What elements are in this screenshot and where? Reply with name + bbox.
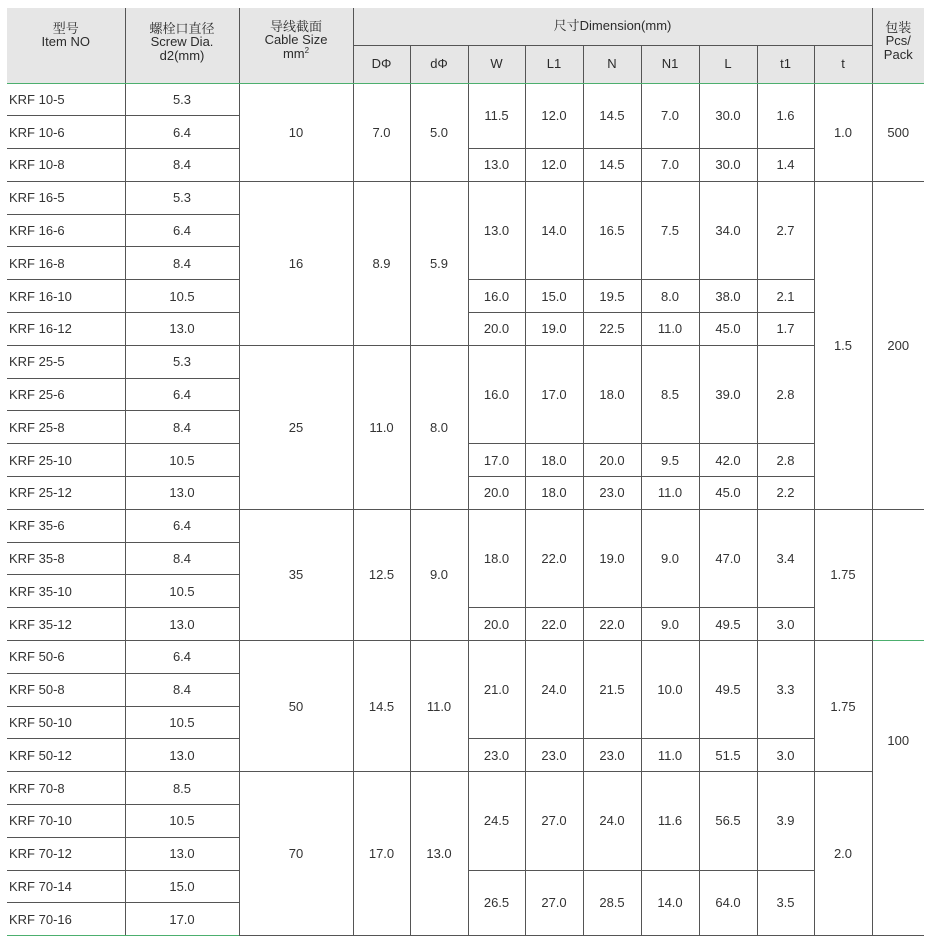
t1-cell: 2.8: [757, 345, 814, 443]
n1-cell: 11.0: [641, 313, 699, 346]
model-cell: KRF 70-8: [7, 772, 125, 805]
model-cell: KRF 25-12: [7, 477, 125, 510]
model-cell: KRF 50-10: [7, 706, 125, 739]
n-cell: 19.0: [583, 509, 641, 607]
n1-cell: 14.0: [641, 870, 699, 936]
model-cell: KRF 25-10: [7, 444, 125, 477]
d2-cell: 6.4: [125, 378, 239, 411]
model-cell: KRF 70-10: [7, 805, 125, 838]
header-cable-size: [239, 8, 353, 83]
cable-size-cell: 10: [239, 83, 353, 181]
l-cell: 49.5: [699, 608, 757, 641]
l1-cell: 24.0: [525, 641, 583, 739]
n-cell: 14.5: [583, 149, 641, 182]
model-cell: KRF 16-5: [7, 181, 125, 214]
l1-cell: 14.0: [525, 181, 583, 279]
d2-cell: 15.0: [125, 870, 239, 903]
inner-diameter-cell: 5.9: [410, 181, 468, 345]
header-item-no-zh: 型号: [52, 20, 79, 36]
w-cell: 20.0: [468, 608, 525, 641]
header-item-no-en: Item NO: [41, 34, 90, 50]
w-cell: 16.0: [468, 345, 525, 443]
l1-cell: 12.0: [525, 83, 583, 149]
header-pack-en-1: Pcs/: [885, 33, 911, 49]
d2-cell: 5.3: [125, 83, 239, 116]
d2-cell: 13.0: [125, 477, 239, 510]
inner-diameter-cell: 5.0: [410, 83, 468, 181]
header-n: N: [583, 45, 641, 83]
cable-size-cell: 35: [239, 509, 353, 640]
w-cell: 23.0: [468, 739, 525, 772]
n-cell: 28.5: [583, 870, 641, 936]
t-cell: 2.0: [814, 772, 872, 936]
model-cell: KRF 70-16: [7, 903, 125, 936]
model-cell: KRF 25-5: [7, 345, 125, 378]
l-cell: 45.0: [699, 477, 757, 510]
l-cell: 51.5: [699, 739, 757, 772]
l1-cell: 18.0: [525, 444, 583, 477]
header-cable-size-zh: 导线截面: [269, 18, 322, 34]
l-cell: 45.0: [699, 313, 757, 346]
table-row: [7, 641, 924, 674]
header-w: W: [468, 45, 525, 83]
t1-cell: 2.1: [757, 280, 814, 313]
header-pack-zh: 包装: [885, 19, 912, 35]
n1-cell: 9.0: [641, 608, 699, 641]
header-cable-size-exponent: 2: [304, 46, 310, 56]
d2-cell: 10.5: [125, 805, 239, 838]
l1-cell: 27.0: [525, 870, 583, 936]
n-cell: 18.0: [583, 345, 641, 443]
n-cell: 23.0: [583, 477, 641, 510]
cable-size-cell: 16: [239, 181, 353, 345]
model-cell: KRF 50-12: [7, 739, 125, 772]
n1-cell: 11.6: [641, 772, 699, 870]
model-cell: KRF 35-8: [7, 542, 125, 575]
header-inner-diameter: dΦ: [410, 45, 468, 83]
n-cell: 23.0: [583, 739, 641, 772]
outer-diameter-cell: 11.0: [353, 345, 410, 509]
t-cell: 1.0: [814, 83, 872, 181]
pack-value: 100: [887, 733, 910, 749]
d2-cell: 8.5: [125, 772, 239, 805]
l-cell: 42.0: [699, 444, 757, 477]
d2-cell: 6.4: [125, 509, 239, 542]
t1-cell: 2.8: [757, 444, 814, 477]
table-row: [7, 772, 924, 805]
l1-cell: 22.0: [525, 509, 583, 607]
l1-cell: 23.0: [525, 739, 583, 772]
w-cell: 21.0: [468, 641, 525, 739]
table-row: [7, 509, 924, 542]
model-cell: KRF 16-10: [7, 280, 125, 313]
d2-cell: 13.0: [125, 608, 239, 641]
w-cell: 13.0: [468, 181, 525, 279]
d2-cell: 13.0: [125, 837, 239, 870]
outer-diameter-cell: 12.5: [353, 509, 410, 640]
t1-cell: 3.4: [757, 509, 814, 607]
specification-table: [7, 8, 924, 936]
d2-cell: 5.3: [125, 181, 239, 214]
w-cell: 18.0: [468, 509, 525, 607]
header-item-no: [7, 8, 125, 83]
t-cell: 1.5: [814, 181, 872, 509]
model-cell: KRF 35-10: [7, 575, 125, 608]
t1-cell: 2.2: [757, 477, 814, 510]
l-cell: 39.0: [699, 345, 757, 443]
cable-size-cell: 25: [239, 345, 353, 509]
n-cell: 22.5: [583, 313, 641, 346]
d2-cell: 8.4: [125, 542, 239, 575]
model-cell: KRF 25-6: [7, 378, 125, 411]
d2-cell: 10.5: [125, 280, 239, 313]
w-cell: 24.5: [468, 772, 525, 870]
n-cell: 14.5: [583, 83, 641, 149]
w-cell: 20.0: [468, 313, 525, 346]
d2-cell: 8.4: [125, 673, 239, 706]
t1-cell: 3.5: [757, 870, 814, 936]
cable-size-cell: 50: [239, 641, 353, 772]
l-cell: 30.0: [699, 83, 757, 149]
l-cell: 47.0: [699, 509, 757, 607]
n1-cell: 7.0: [641, 83, 699, 149]
l1-cell: 15.0: [525, 280, 583, 313]
t1-cell: 3.0: [757, 739, 814, 772]
t1-cell: 2.7: [757, 181, 814, 279]
n1-cell: 10.0: [641, 641, 699, 739]
outer-diameter-cell: 7.0: [353, 83, 410, 181]
d2-cell: 6.4: [125, 641, 239, 674]
model-cell: KRF 16-8: [7, 247, 125, 280]
model-cell: KRF 50-8: [7, 673, 125, 706]
d2-cell: 13.0: [125, 739, 239, 772]
t1-cell: 3.0: [757, 608, 814, 641]
outer-diameter-cell: 8.9: [353, 181, 410, 345]
header-t: t: [814, 45, 872, 83]
n-cell: 20.0: [583, 444, 641, 477]
d2-cell: 10.5: [125, 575, 239, 608]
header-l: L: [699, 45, 757, 83]
n1-cell: 11.0: [641, 739, 699, 772]
model-cell: KRF 35-6: [7, 509, 125, 542]
t1-cell: 1.7: [757, 313, 814, 346]
w-cell: 26.5: [468, 870, 525, 936]
t-cell: 1.75: [814, 641, 872, 772]
model-cell: KRF 10-5: [7, 83, 125, 116]
d2-cell: 17.0: [125, 903, 239, 936]
n1-cell: 8.5: [641, 345, 699, 443]
l-cell: 30.0: [699, 149, 757, 182]
model-cell: KRF 10-6: [7, 116, 125, 149]
header-screw-dia-en: Screw Dia.: [150, 34, 214, 50]
header-cable-size-unit: mm: [282, 46, 305, 62]
outer-diameter-cell: 17.0: [353, 772, 410, 936]
t1-cell: 1.6: [757, 83, 814, 149]
l-cell: 64.0: [699, 870, 757, 936]
n-cell: 21.5: [583, 641, 641, 739]
model-cell: KRF 70-12: [7, 837, 125, 870]
pack-cell: [872, 641, 924, 936]
l1-cell: 27.0: [525, 772, 583, 870]
l1-cell: 17.0: [525, 345, 583, 443]
header-screw-dia: [125, 8, 239, 83]
table-row: [7, 181, 924, 214]
inner-diameter-cell: 9.0: [410, 509, 468, 640]
l-cell: 34.0: [699, 181, 757, 279]
header-pack: [872, 8, 924, 83]
w-cell: 20.0: [468, 477, 525, 510]
n1-cell: 7.0: [641, 149, 699, 182]
l1-cell: 19.0: [525, 313, 583, 346]
d2-cell: 6.4: [125, 116, 239, 149]
d2-cell: 10.5: [125, 444, 239, 477]
outer-diameter-cell: 14.5: [353, 641, 410, 772]
w-cell: 13.0: [468, 149, 525, 182]
header-screw-dia-zh: 螺栓口直径: [149, 20, 215, 36]
n1-cell: 11.0: [641, 477, 699, 510]
model-cell: KRF 50-6: [7, 641, 125, 674]
table-row: [7, 345, 924, 378]
n-cell: 24.0: [583, 772, 641, 870]
l-cell: 56.5: [699, 772, 757, 870]
pack-cell: 500: [872, 83, 924, 181]
t1-cell: 3.3: [757, 641, 814, 739]
n-cell: 19.5: [583, 280, 641, 313]
l-cell: 38.0: [699, 280, 757, 313]
header-cable-size-en: Cable Size: [264, 32, 328, 48]
model-cell: KRF 16-6: [7, 214, 125, 247]
d2-cell: 10.5: [125, 706, 239, 739]
header-outer-diameter: DΦ: [353, 45, 410, 83]
header-pack-en-2: Pack: [883, 47, 913, 63]
n1-cell: 9.0: [641, 509, 699, 607]
model-cell: KRF 35-12: [7, 608, 125, 641]
header-screw-dia-unit: d2(mm): [159, 48, 205, 64]
model-cell: KRF 70-14: [7, 870, 125, 903]
d2-cell: 8.4: [125, 247, 239, 280]
n1-cell: 9.5: [641, 444, 699, 477]
d2-cell: 13.0: [125, 313, 239, 346]
inner-diameter-cell: 13.0: [410, 772, 468, 936]
d2-cell: 5.3: [125, 345, 239, 378]
model-cell: KRF 25-8: [7, 411, 125, 444]
pack-cell: 200: [872, 181, 924, 509]
d2-cell: 6.4: [125, 214, 239, 247]
header-dimension: 尺寸Dimension(mm): [353, 8, 872, 45]
t1-cell: 3.9: [757, 772, 814, 870]
model-cell: KRF 16-12: [7, 313, 125, 346]
d2-cell: 8.4: [125, 149, 239, 182]
n1-cell: 8.0: [641, 280, 699, 313]
inner-diameter-cell: 11.0: [410, 641, 468, 772]
d2-cell: 8.4: [125, 411, 239, 444]
w-cell: 16.0: [468, 280, 525, 313]
header-t1: t1: [757, 45, 814, 83]
w-cell: 11.5: [468, 83, 525, 149]
l1-cell: 22.0: [525, 608, 583, 641]
table-row: [7, 83, 924, 116]
cable-size-cell: 70: [239, 772, 353, 936]
l-cell: 49.5: [699, 641, 757, 739]
n1-cell: 7.5: [641, 181, 699, 279]
l1-cell: 18.0: [525, 477, 583, 510]
header-n1: N1: [641, 45, 699, 83]
t-cell: 1.75: [814, 509, 872, 640]
model-cell: KRF 10-8: [7, 149, 125, 182]
w-cell: 17.0: [468, 444, 525, 477]
n-cell: 22.0: [583, 608, 641, 641]
header-l1: L1: [525, 45, 583, 83]
t1-cell: 1.4: [757, 149, 814, 182]
l1-cell: 12.0: [525, 149, 583, 182]
n-cell: 16.5: [583, 181, 641, 279]
inner-diameter-cell: 8.0: [410, 345, 468, 509]
